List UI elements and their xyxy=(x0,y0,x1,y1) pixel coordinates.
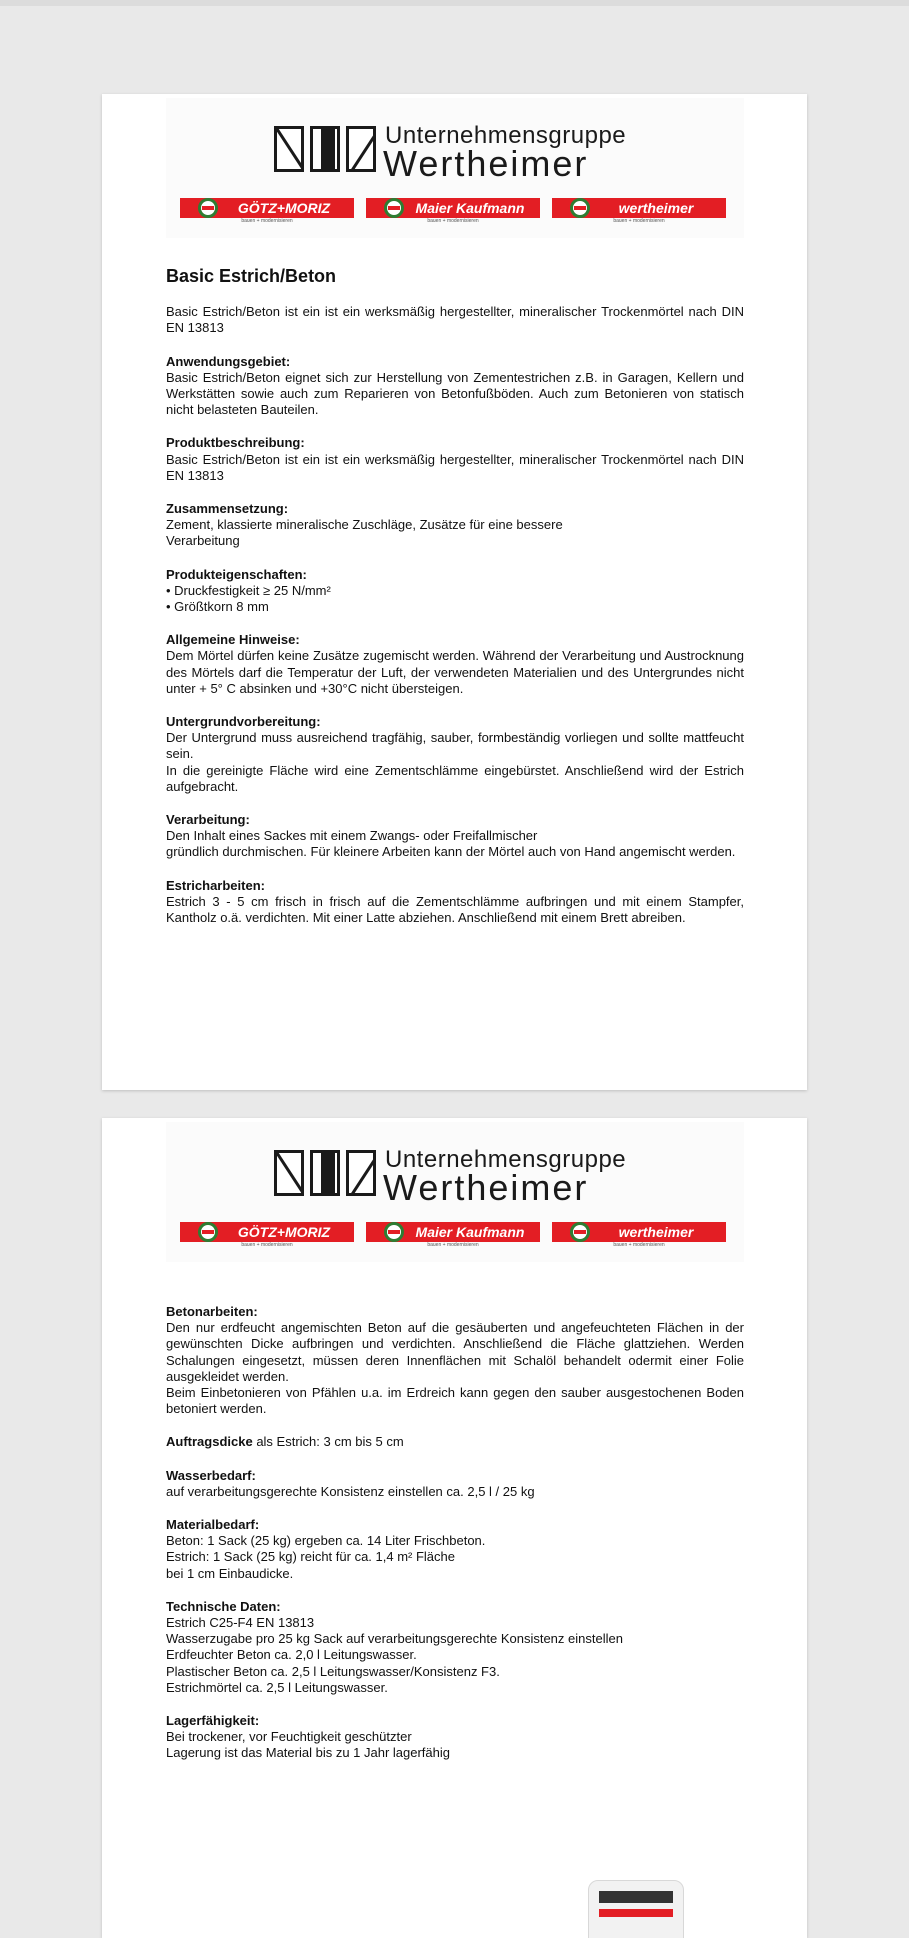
product-bag-image xyxy=(588,1880,684,1938)
brand-wertheimer: wertheimer xyxy=(552,198,726,218)
section-line: Estrich C25-F4 EN 13813 xyxy=(166,1615,315,1631)
section-line: Beton: 1 Sack (25 kg) ergeben ca. 14 Liter Frischbeton. xyxy=(166,1533,486,1549)
section-allgemeine-hinweise xyxy=(166,632,744,697)
section-heading: Produktbeschreibung: xyxy=(166,435,305,451)
section-line: bei 1 cm Einbaudicke. xyxy=(166,1565,294,1581)
section-untergrundvorbereitung xyxy=(166,714,744,795)
logo-mark-icon xyxy=(274,126,304,172)
logo-mark-icon xyxy=(274,1150,304,1196)
brand-goetz-moriz: GÖTZ+MORIZ xyxy=(180,198,354,218)
brand-tagline: bauen + modernisieren xyxy=(427,1242,479,1248)
brand-tagline: bauen + modernisieren xyxy=(241,218,293,224)
section-heading: Auftragsdicke xyxy=(166,1434,253,1450)
group-name-line2: Wertheimer xyxy=(383,1167,589,1208)
brand-emblem-icon xyxy=(384,198,404,218)
document-title: Basic Estrich/Beton xyxy=(166,266,337,286)
bullet-item: • Größtkorn 8 mm xyxy=(166,599,744,615)
brand-tagline: bauen + modernisieren xyxy=(613,218,665,224)
group-name-line1: Unternehmensgruppe xyxy=(385,1146,627,1173)
section-betonarbeiten xyxy=(166,1304,744,1417)
section-heading: Wasserbedarf: xyxy=(166,1467,256,1483)
brand-emblem-icon xyxy=(198,198,218,218)
wertheimer-wordmark xyxy=(274,1146,654,1208)
section-verarbeitung xyxy=(166,812,744,861)
section-line: Bei trockener, vor Feuchtigkeit geschützter xyxy=(166,1729,412,1745)
section-zusammensetzung xyxy=(166,501,744,550)
section-body: auf verarbeitungsgerechte Konsistenz einstellen ca. 2,5 l / 25 kg xyxy=(166,1483,535,1499)
section-produkteigenschaften xyxy=(166,567,744,616)
section-line: Den Inhalt eines Sackes mit einem Zwangs- oder Freifallmischer xyxy=(166,828,538,844)
brand-emblem-icon xyxy=(570,198,590,218)
section-line: Wasserzugabe pro 25 kg Sack auf verarbeitungsgerechte Konsistenz einstellen xyxy=(166,1631,623,1647)
section-body: Den nur erdfeucht angemischten Beton auf die gesäuberten und angefeuchteten Flächen in der gewünschten Dicke aufbringen und verdichten. Anschließend die Fläche glattziehen. Werden Schalungen eingesetzt, müssen deren Innenflächen mit Schalöl behandelt odermit einer Folie ausgekleidet werden. xyxy=(166,1320,744,1384)
brand-emblem-icon xyxy=(198,1222,218,1242)
brand-tagline: bauen + modernisieren xyxy=(427,218,479,224)
logo-mark-icon xyxy=(346,1150,376,1196)
brand-wertheimer: wertheimer xyxy=(552,1222,726,1242)
section-heading: Untergrundvorbereitung: xyxy=(166,714,321,730)
section-anwendungsgebiet xyxy=(166,354,744,419)
section-line: Erdfeuchter Beton ca. 2,0 l Leitungswasser. xyxy=(166,1647,417,1663)
brand-emblem-icon xyxy=(384,1222,404,1242)
group-name-line2: Wertheimer xyxy=(383,143,589,184)
section-line: Plastischer Beton ca. 2,5 l Leitungswasser/Konsistenz F3. xyxy=(166,1663,500,1679)
company-header-logo xyxy=(166,98,744,238)
section-body: Dem Mörtel dürfen keine Zusätze zugemischt werden. Während der Verarbeitung und Austrocknung des Mörtels darf die Temperatur der Luft, der verwendeten Materialien und des Untergrundes nicht unter + 5° C absinken und +30°C nicht übersteigen. xyxy=(166,648,744,696)
brand-tagline: bauen + modernisieren xyxy=(241,1242,293,1248)
section-line: Estrich: 1 Sack (25 kg) reicht für ca. 1,4 m² Fläche xyxy=(166,1549,455,1565)
product-label-band xyxy=(599,1891,673,1903)
product-label-stripe xyxy=(599,1909,673,1917)
brand-emblem-icon xyxy=(570,1222,590,1242)
section-produktbeschreibung xyxy=(166,435,744,484)
brand-maier-kaufmann: Maier Kaufmann xyxy=(366,1222,540,1242)
section-body: als Estrich: 3 cm bis 5 cm xyxy=(252,1434,404,1450)
section-body: Basic Estrich/Beton eignet sich zur Herstellung von Zementestrichen z.B. in Garagen, Kellern und Werkstätten sowie auch zum Reparieren von Betonfußböden. Auch zum Betonieren von statisch nicht belasteten Bauteilen. xyxy=(166,369,744,418)
section-estricharbeiten xyxy=(166,878,744,927)
section-heading: Produkteigenschaften: xyxy=(166,566,307,582)
section-heading: Lagerfähigkeit: xyxy=(166,1713,260,1729)
section-line: Zement, klassierte mineralische Zuschläge, Zusätze für eine bessere xyxy=(166,517,563,533)
section-wasserbedarf xyxy=(166,1468,744,1500)
section-heading: Betonarbeiten: xyxy=(166,1304,258,1319)
brand-strip xyxy=(180,1222,740,1252)
bullet-item: • Druckfestigkeit ≥ 25 N/mm² xyxy=(166,583,744,599)
page1-content xyxy=(166,268,744,943)
page2-content xyxy=(166,1304,744,1779)
section-materialbedarf xyxy=(166,1517,744,1582)
section-heading: Anwendungsgebiet: xyxy=(166,353,291,369)
section-technische-daten xyxy=(166,1599,744,1696)
section-heading: Technische Daten: xyxy=(166,1598,281,1614)
logo-mark-icon xyxy=(310,1150,340,1196)
document-page-1 xyxy=(102,94,807,1090)
section-heading: Allgemeine Hinweise: xyxy=(166,632,300,648)
section-heading: Materialbedarf: xyxy=(166,1517,260,1533)
section-auftragsdicke xyxy=(166,1434,744,1450)
logo-mark-icon xyxy=(310,126,340,172)
section-body: In die gereinigte Fläche wird eine Zementschlämme eingebürstet. Anschließend wird der Estrich aufgebracht. xyxy=(166,762,744,794)
section-heading: Verarbeitung: xyxy=(166,812,250,828)
section-line: Lagerung ist das Material bis zu 1 Jahr lagerfähig xyxy=(166,1745,450,1761)
section-body: Der Untergrund muss ausreichend tragfähig, sauber, formbeständig vorliegen und sollte mattfeucht sein. xyxy=(166,730,744,762)
document-page-2 xyxy=(102,1118,807,1938)
section-body: Estrich 3 - 5 cm frisch in frisch auf die Zementschlämme aufbringen und mit einem Stampfer, Kantholz o.ä. verdichten. Mit einer Latte abziehen. Anschließend mit einem Brett abreiben. xyxy=(166,893,744,926)
brand-maier-kaufmann: Maier Kaufmann xyxy=(366,198,540,218)
section-heading: Zusammensetzung: xyxy=(166,501,289,517)
logo-mark-icon xyxy=(346,126,376,172)
section-body: Beim Einbetonieren von Pfählen u.a. im Erdreich kann gegen den sauber ausgestochenen Boden betoniert werden. xyxy=(166,1385,744,1417)
viewer-top-bar xyxy=(0,0,909,6)
section-body: Basic Estrich/Beton ist ein ist ein werksmäßig hergestellter, mineralischer Trockenmörtel nach DIN EN 13813 xyxy=(166,451,744,483)
wertheimer-wordmark xyxy=(274,122,654,184)
section-line: Estrichmörtel ca. 2,5 l Leitungswasser. xyxy=(166,1679,388,1695)
section-line: gründlich durchmischen. Für kleinere Arbeiten kann der Mörtel auch von Hand angemischt werden. xyxy=(166,844,736,860)
intro-paragraph: Basic Estrich/Beton ist ein ist ein werksmäßig hergestellter, mineralischer Trockenmörtel nach DIN EN 13813 xyxy=(166,304,744,336)
brand-tagline: bauen + modernisieren xyxy=(613,1242,665,1248)
section-heading: Estricharbeiten: xyxy=(166,877,265,893)
brand-strip xyxy=(180,198,740,228)
group-name-line1: Unternehmensgruppe xyxy=(385,122,627,149)
section-lagerfaehigkeit xyxy=(166,1713,744,1762)
company-header-logo xyxy=(166,1122,744,1262)
section-line: Verarbeitung xyxy=(166,533,240,549)
brand-goetz-moriz: GÖTZ+MORIZ xyxy=(180,1222,354,1242)
